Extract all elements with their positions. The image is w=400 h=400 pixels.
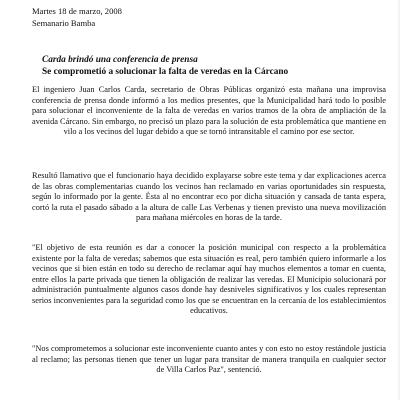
article-title: Se comprometió a solucionar la falta de veredas en la Cárcano	[42, 66, 289, 77]
article-paragraph-2: Resultó llamativo que el funcionario haya decidido explayarse sobre este tema y dar explicaciones acerca de las obras complementarias cuando los vecinos han reclamado en varias oportunidades sin respuesta, según lo informado por la gente. Ésta al no encontrar eco por dicha situación y cansada de tanta espera, cortó la ruta el pasado sábado a la altura de calle Las Verbenas y tienen previsto una nueva movilización para mañana miércoles en horas de la tarde.	[32, 171, 386, 223]
publication-date: Martes 18 de marzo, 2008	[32, 6, 122, 16]
article-paragraph-3: "El objetivo de esta reunión es dar a conocer la posición municipal con respecto a la problemática existente por la falta de veredas; sabemos que esta situación es real, pero también quiero informarle a los vecinos que si bien están en todo su derecho de reclamar aquí hay muchos elementos a tomar en cuenta, entre ellos la parte privada que tienen la obligación de realizar las veredas. El Municipio solucionará por administración puntualmente algunos casos donde hay desniveles significativos y los cuales representan serios inconvenientes para la seguridad como los que se encuentran en la cercanía de los establecimientos educativos.	[32, 243, 386, 316]
article-paragraph-1: El ingeniero Juan Carlos Carda, secretario de Obras Públicas organizó esta mañana una improvisa conferencia de prensa donde informó a los medios presentes, que la Municipalidad hará todo lo posible para solucionar el inconveniente de la falta de veredas en varios tramos de la obra de ampliación de la avenida Cárcano. Sin embargo, no precisó un plazo para la solución de esta problemática que mantiene en vilo a los vecinos del lugar debido a que se tornó intransitable el camino por ese sector.	[32, 85, 386, 137]
publication-name: Semanario Bamba	[32, 17, 96, 28]
article-kicker: Carda brindó una conferencia de prensa	[42, 55, 198, 65]
article-heading	[42, 55, 382, 78]
article-paragraph-4: "Nos comprometemos a solucionar este inconveniente cuanto antes y con esto no estoy restándole justicia al reclamo; las personas tienen que tener un lugar para transitar de manera tranquila en cualquier sector de Villa Carlos Paz", sentenció.	[32, 344, 386, 375]
publication-header	[32, 6, 122, 29]
